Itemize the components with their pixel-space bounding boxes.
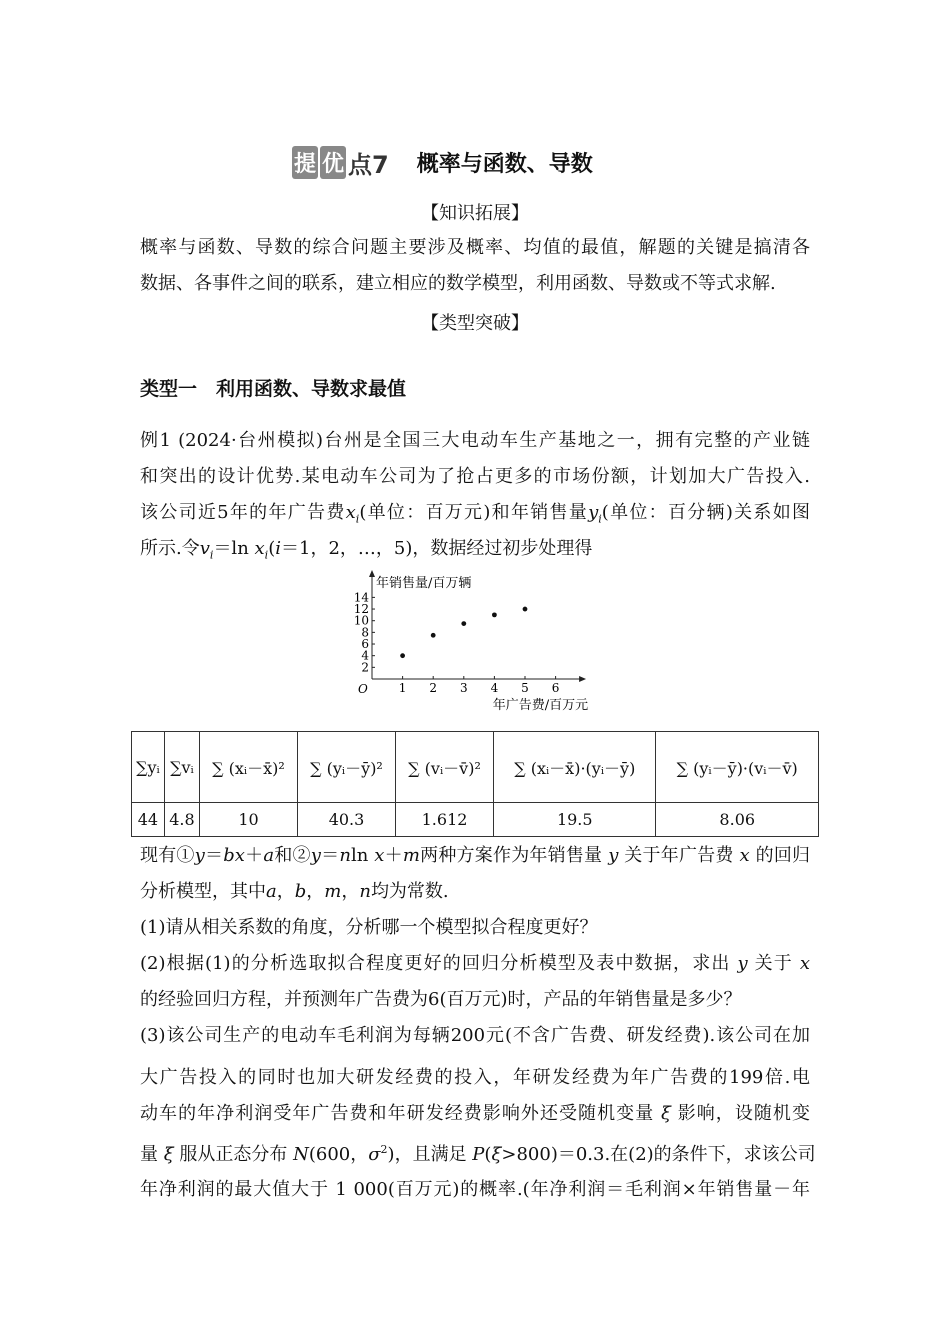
text-run: 数据、各事件之间的联系，建立相应的数学模型，利用函数、导数或不等式求解. <box>140 273 776 294</box>
text-run: n <box>339 845 351 866</box>
text-run: (2)根据(1)的分析选取拟合程度更好的回归分析模型及表中数据，求出 <box>140 953 738 974</box>
x-tick-label: 2 <box>429 681 438 695</box>
text-run: ( <box>484 1144 492 1165</box>
text-line <box>140 1060 810 1096</box>
section-title <box>292 145 593 180</box>
text-run: P <box>472 1144 485 1165</box>
text-run: 该公司近5年的年广告费 <box>140 502 346 523</box>
data-point <box>461 621 466 626</box>
table-cell: 19.5 <box>494 803 656 837</box>
text-run: 和② <box>274 845 311 866</box>
text-run: ξ <box>163 1144 174 1165</box>
title-badge: 提 <box>292 146 318 179</box>
text-run: )，且满足 <box>387 1144 473 1165</box>
text-run: ( <box>268 538 276 559</box>
text-run: 大广告投入的同时也加大研发经费的投入，年研发经费为年广告费的199倍.电 <box>140 1067 810 1088</box>
text-run: 的回归 <box>749 845 811 866</box>
text-line <box>140 266 810 302</box>
text-line <box>140 495 810 531</box>
x-tick-label: 5 <box>521 681 529 695</box>
text-run: ＋ <box>244 845 264 866</box>
text-run: (单位：百分辆)关系如图 <box>601 502 811 523</box>
y-tick-label: 10 <box>353 613 369 628</box>
text-line <box>140 371 810 407</box>
y-axis-label: 年销售量/百万辆 <box>376 576 472 591</box>
y-tick-label: 14 <box>353 590 369 605</box>
table-header: ∑ (xᵢ－x̄)·(yᵢ－ȳ) <box>494 732 656 803</box>
y-tick-label: 8 <box>361 625 369 640</box>
text-line <box>140 838 810 874</box>
text-run: i <box>275 538 281 559</box>
table-cell: 1.612 <box>396 803 494 837</box>
table-header: ∑yᵢ <box>132 732 165 803</box>
table-cell: 10 <box>200 803 298 837</box>
data-point <box>400 653 405 658</box>
text-run: a <box>263 845 275 866</box>
text-run: 关于 <box>747 953 800 974</box>
text-run: 和突出的设计优势.某电动车公司为了抢占更多的市场份额，计划加大广告投入. <box>140 466 810 487</box>
text-run: a <box>266 881 277 902</box>
text-run: 的经验回归方程，并预测年广告费为6(百万元)时，产品的年销售量是多少？ <box>140 989 742 1010</box>
text-run: ， <box>341 881 360 902</box>
table-header: ∑ (vᵢ－v̄)² <box>396 732 494 803</box>
table-cell: 40.3 <box>297 803 395 837</box>
text-run: m <box>324 881 342 902</box>
text-line <box>140 423 810 459</box>
text-run: i <box>209 548 214 562</box>
text-run: N <box>293 1144 309 1165</box>
text-run: x <box>739 845 750 866</box>
text-run: ＋ <box>384 845 403 866</box>
text-run: x <box>799 953 810 974</box>
x-tick-label: 3 <box>459 681 468 695</box>
text-run: (600， <box>308 1144 369 1165</box>
text-run: (1)请从相关系数的角度，分析哪一个模型拟合程度更好？ <box>140 917 598 938</box>
data-table <box>131 731 819 837</box>
text-run: ＝ <box>320 845 340 866</box>
text-run: x <box>254 538 265 559</box>
text-run: i <box>264 548 269 562</box>
x-tick-label: 1 <box>398 681 407 695</box>
text-run: n <box>359 881 371 902</box>
text-line <box>140 459 810 495</box>
table-header: ∑ (yᵢ－ȳ)·(vᵢ－v̄) <box>656 732 819 803</box>
text-run: 年净利润的最大值大于 1 000(百万元)的概率.(年净利润＝毛利润×年销售量－年 <box>140 1179 810 1200</box>
text-line <box>140 874 810 910</box>
origin-label: O <box>358 682 368 696</box>
text-run: 两种方案作为年销售量 <box>419 845 609 866</box>
text-run: ξ <box>661 1103 671 1124</box>
text-line <box>140 531 810 567</box>
text-run: ln <box>350 845 375 866</box>
text-run: i <box>355 512 360 526</box>
data-point <box>523 607 528 612</box>
text-run: y <box>608 845 619 866</box>
table-cell: 44 <box>132 803 165 837</box>
text-run: m <box>402 845 420 866</box>
y-axis-arrow <box>369 570 375 577</box>
text-line <box>140 1172 810 1208</box>
text-line <box>140 196 810 232</box>
table-header: ∑ (xᵢ－x̄)² <box>200 732 298 803</box>
text-run: 所示.令 <box>140 538 200 559</box>
text-run: ＝1，2，…，5)，数据经过初步处理得 <box>281 538 593 559</box>
text-run: i <box>598 512 602 526</box>
y-tick-label: 6 <box>361 637 369 652</box>
title-badge-point: 点7 <box>348 151 389 179</box>
table-cell: 4.8 <box>164 803 199 837</box>
text-run: 【类型突破】 <box>421 313 529 334</box>
text-line <box>140 1132 816 1168</box>
text-run: (单位：百万元)和年销售量 <box>359 502 589 523</box>
text-run: 动车的年净利润受年广告费和年研发经费影响外还受随机变量 <box>140 1103 662 1124</box>
text-run: >800)＝0.3.在(2)的条件下，求该公司 <box>501 1144 816 1165</box>
title-text: 概率与函数、导数 <box>416 152 593 177</box>
text-run: 概率与函数、导数的综合问题主要涉及概率、均值的最值，解题的关键是搞清各 <box>140 237 810 258</box>
text-run: 服从正态分布 <box>173 1144 294 1165</box>
y-tick-label: 4 <box>361 648 369 663</box>
text-line <box>140 982 810 1018</box>
text-run: v <box>199 538 210 559</box>
data-point <box>492 612 497 617</box>
text-run: 类型一 利用函数、导数求最值 <box>140 378 407 400</box>
text-run: ξ <box>491 1144 502 1165</box>
text-run: y <box>588 502 599 523</box>
text-run: ＝ln <box>213 538 255 559</box>
text-run: 【知识拓展】 <box>421 203 529 224</box>
text-run: bx <box>223 845 245 866</box>
text-run: 分析模型，其中 <box>140 881 266 902</box>
data-point <box>431 633 436 638</box>
text-run: y <box>310 845 321 866</box>
y-tick-label: 2 <box>361 660 369 675</box>
text-line <box>140 306 810 342</box>
x-axis-label: 年广告费/百万元 <box>492 698 589 713</box>
text-run: (3)该公司生产的电动车毛利润为每辆200元(不含广告费、研发经费).该公司在加 <box>140 1025 810 1046</box>
text-line <box>140 946 810 982</box>
text-run: ＝ <box>204 845 224 866</box>
text-run: x <box>345 502 356 523</box>
text-line <box>140 1096 810 1132</box>
text-run: y <box>194 845 205 866</box>
text-run: 均为常数. <box>370 881 449 902</box>
text-run: 2 <box>380 1143 388 1156</box>
text-run: 影响，设随机变 <box>670 1103 810 1124</box>
text-line <box>140 230 810 266</box>
x-tick-label: 4 <box>490 681 499 695</box>
text-run: 例1 (2024·台州模拟)台州是全国三大电动车生产基地之一，拥有完整的产业链 <box>140 430 810 451</box>
text-line <box>140 1018 810 1054</box>
table-cell: 8.06 <box>656 803 819 837</box>
text-run: x <box>374 845 385 866</box>
scatter-chart <box>340 570 610 715</box>
text-run: ， <box>306 881 325 902</box>
title-badge: 优 <box>320 146 346 179</box>
text-run: b <box>294 881 307 902</box>
text-run: y <box>737 953 748 974</box>
table-header: ∑ (yᵢ－ȳ)² <box>297 732 395 803</box>
x-axis-arrow <box>579 676 586 682</box>
text-run: 关于年广告费 <box>618 845 740 866</box>
text-run: σ <box>368 1144 381 1165</box>
x-tick-label: 6 <box>551 681 560 695</box>
text-run: ， <box>276 881 295 902</box>
text-run: 现有① <box>140 845 195 866</box>
text-line <box>140 910 810 946</box>
table-header: ∑vᵢ <box>164 732 199 803</box>
text-run: 量 <box>140 1144 164 1165</box>
y-tick-label: 12 <box>353 602 369 617</box>
